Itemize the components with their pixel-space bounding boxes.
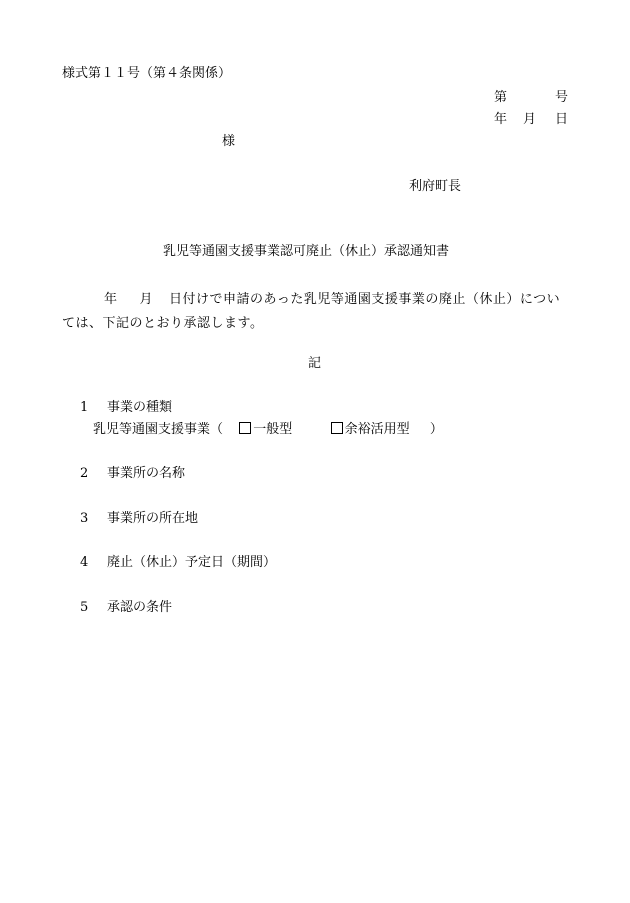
body-paragraph [62, 288, 572, 336]
checkbox-icon[interactable] [331, 422, 343, 434]
number-suffix: 号 [555, 90, 569, 105]
item-number: 5 [80, 600, 89, 615]
option-label: 余裕活用型 [344, 422, 410, 437]
sender-name: 利府町長 [409, 179, 462, 194]
list-item [80, 600, 172, 616]
date-day: 日 [555, 112, 569, 127]
list-item [80, 400, 172, 416]
ki-heading: 記 [308, 356, 322, 371]
form-label: 様式第１１号（第４条関係） [62, 66, 232, 81]
item-label: 事業所の所在地 [107, 511, 199, 526]
item-number: 2 [80, 466, 89, 481]
option-label: 一般型 [253, 422, 293, 437]
item-label: 事業所の名称 [107, 466, 186, 481]
item-number: 1 [80, 400, 89, 415]
date-month: 月 [523, 112, 537, 127]
item-number: 4 [80, 555, 89, 570]
date-year: 年 [494, 112, 508, 127]
detail-prefix: 乳児等通園支援事業（ [93, 422, 224, 437]
item-label: 事業の種類 [107, 400, 173, 415]
item-number: 3 [80, 511, 89, 526]
list-item [80, 555, 276, 571]
item-detail [93, 422, 443, 438]
recipient-suffix: 様 [222, 134, 236, 149]
list-item [80, 466, 185, 482]
item-label: 承認の条件 [107, 600, 173, 615]
item-label: 廃止（休止）予定日（期間） [107, 555, 277, 570]
body-text: 日付けで申請のあった乳児等通園支援事業の廃止（休止）については、下記のとおり承認します。 [62, 292, 561, 331]
option-general [239, 422, 292, 437]
document-title: 乳児等通園支援事業認可廃止（休止）承認通知書 [163, 244, 450, 259]
number-prefix: 第 [494, 90, 508, 105]
body-year: 年 [104, 292, 118, 307]
option-surplus [331, 422, 410, 437]
list-item [80, 511, 198, 527]
detail-suffix: ） [429, 422, 443, 437]
body-month: 月 [139, 292, 154, 307]
checkbox-icon[interactable] [239, 422, 251, 434]
